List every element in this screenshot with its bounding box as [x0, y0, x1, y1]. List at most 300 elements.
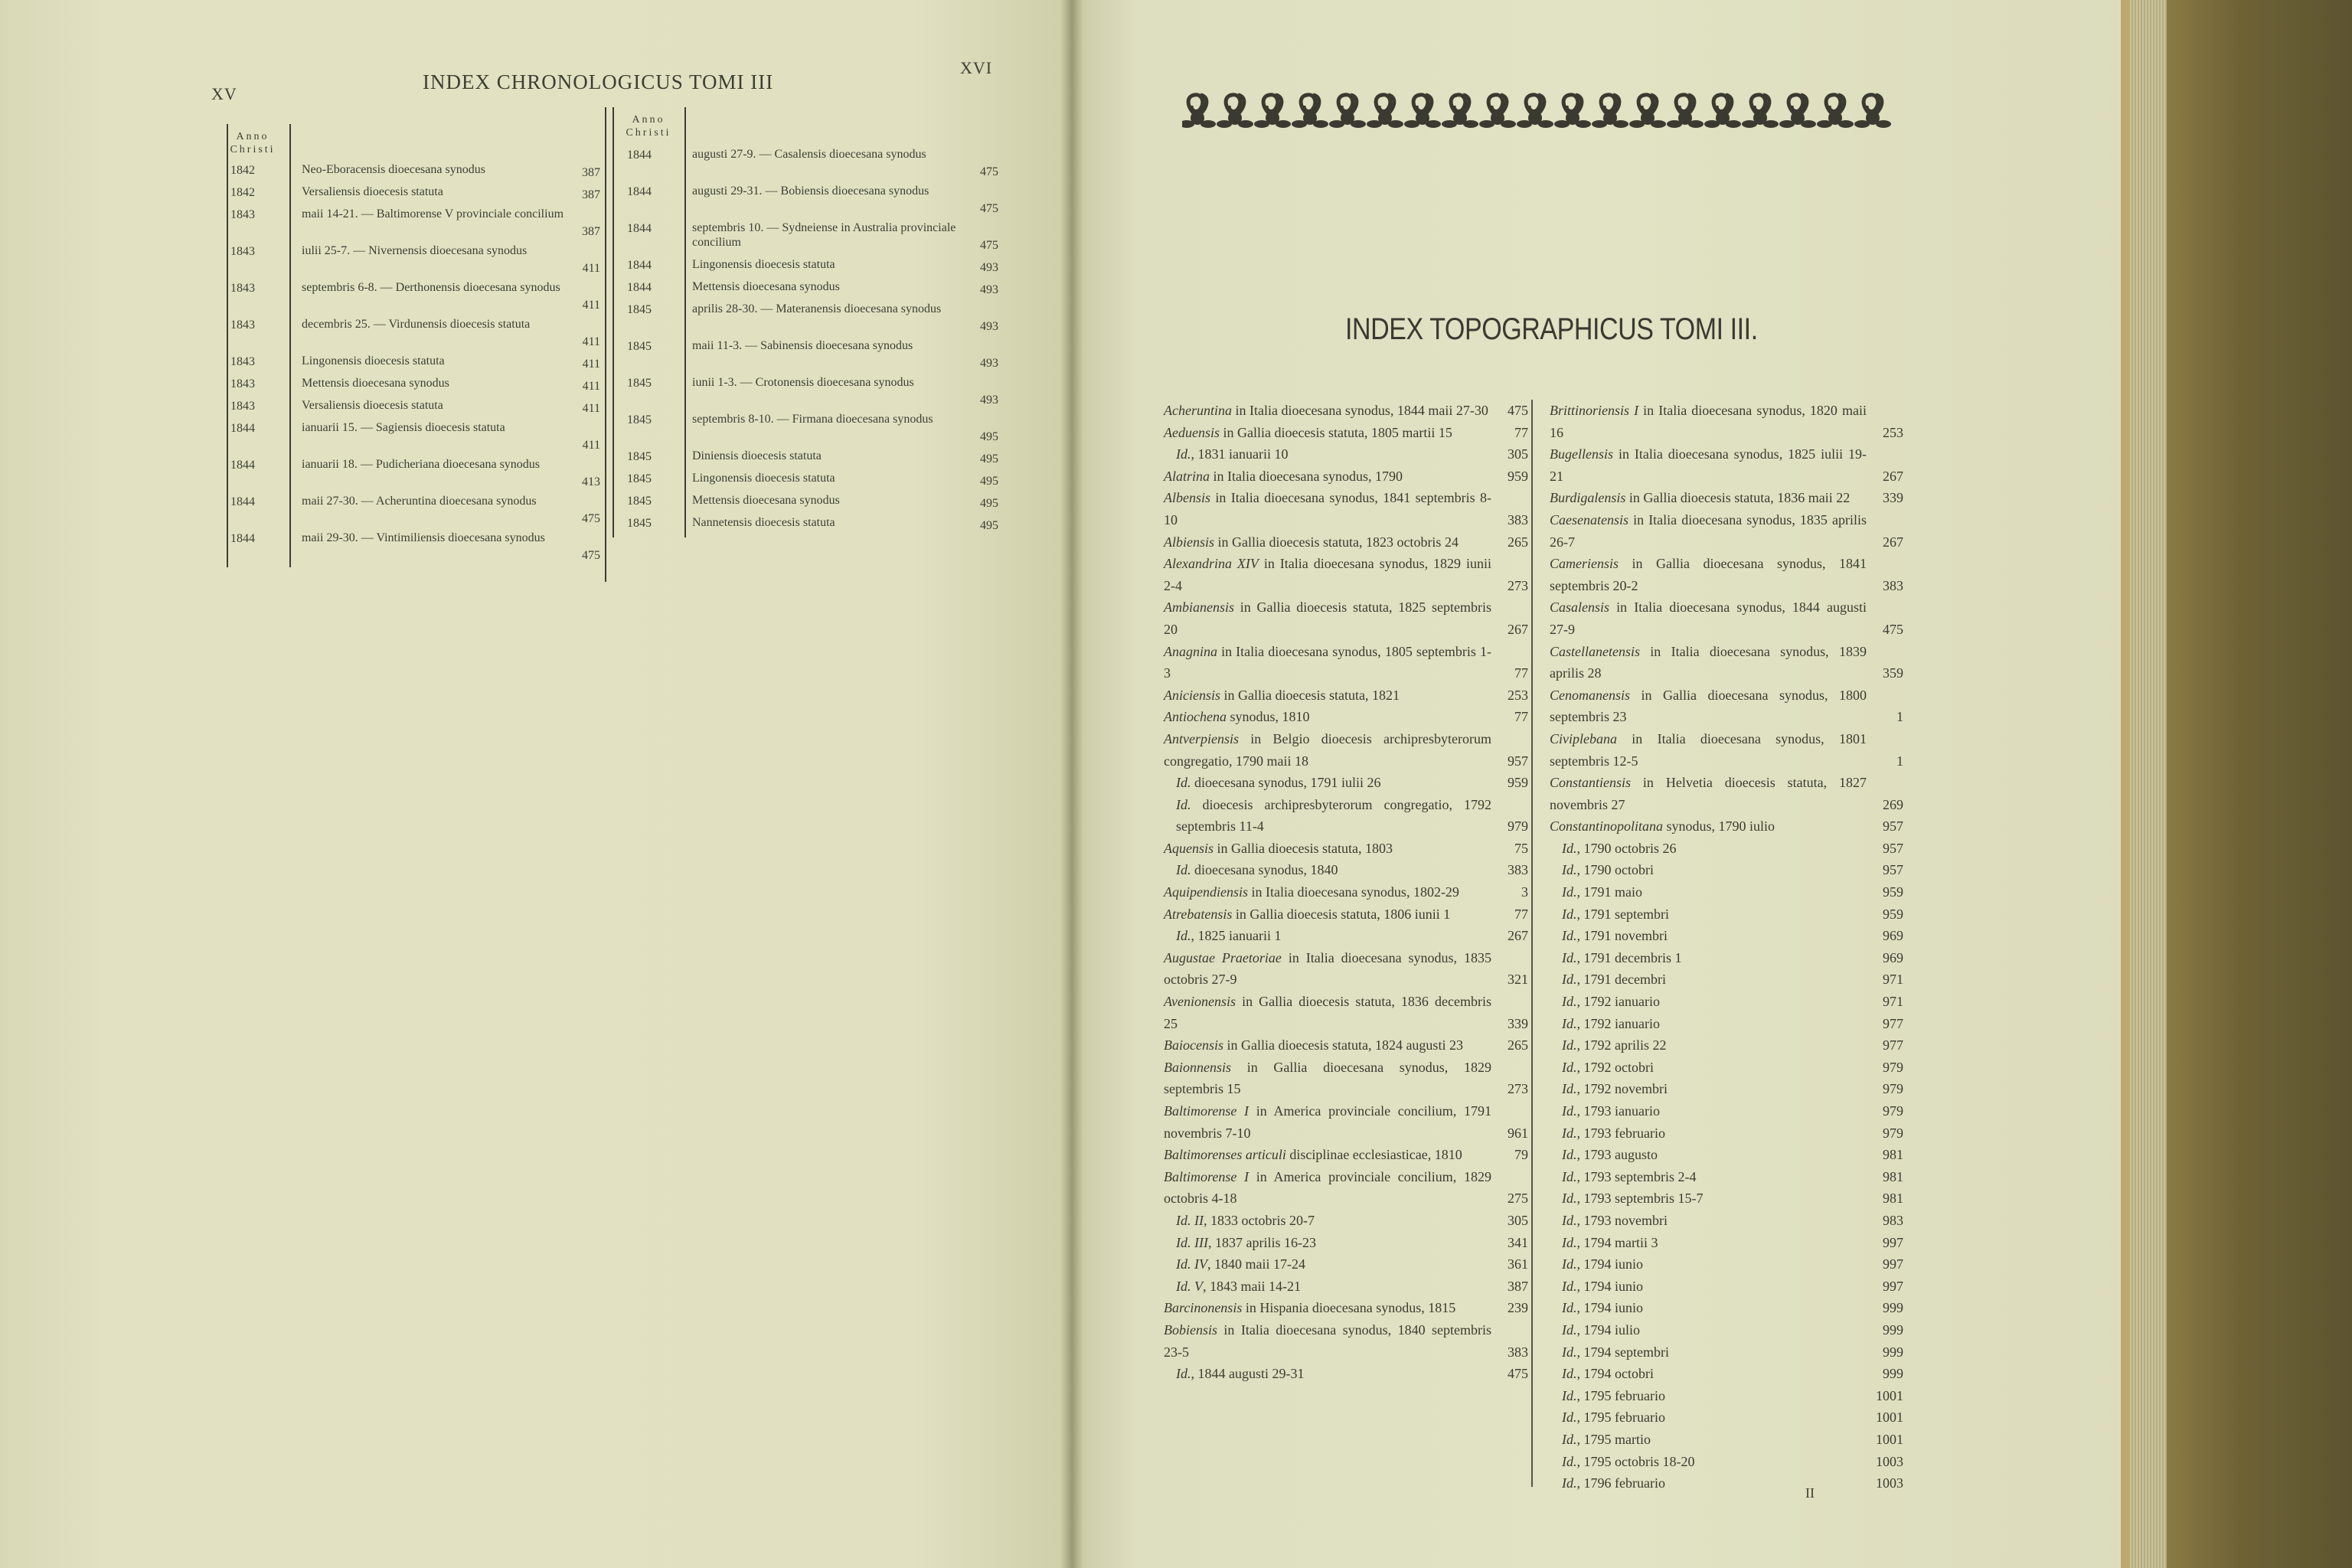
index-entry	[1550, 1166, 1903, 1188]
index-entry-text	[1176, 443, 1528, 466]
index-entry-detail: , 1791 maio	[1576, 884, 1642, 900]
index-entry-detail: , 1796 februario	[1576, 1475, 1665, 1491]
index-entry-name: Atrebatensis	[1164, 906, 1233, 922]
index-entry-page: 959	[1883, 906, 1903, 922]
index-entry	[1550, 1451, 1903, 1473]
entry-text: iunii 1-3. — Crotonensis dioecesana synodus	[692, 376, 914, 389]
signature-mark: II	[1805, 1485, 1815, 1501]
table-year: 1844	[627, 149, 652, 162]
index-entry-name: Baltimorenses articuli	[1164, 1147, 1286, 1163]
index-entry-name: Baionnensis	[1164, 1059, 1231, 1075]
index-entry-page: 999	[1883, 1344, 1903, 1360]
table-entry	[692, 515, 998, 533]
index-entry-page: 979	[1883, 1081, 1903, 1097]
index-entry-text	[1562, 1363, 1903, 1385]
index-entry-name: Albensis	[1164, 490, 1210, 506]
entry-page: 495	[980, 430, 998, 443]
index-entry-page: 267	[1508, 621, 1528, 637]
index-entry-page: 979	[1883, 1103, 1903, 1119]
index-entry-text	[1562, 1297, 1903, 1319]
index-entry-name: Antverpiensis	[1164, 730, 1239, 746]
decorative-ornament-band	[1182, 89, 1902, 135]
index-entry-detail: , 1792 ianuario	[1576, 994, 1660, 1010]
index-entry-name: Id.	[1176, 862, 1191, 878]
table-entry	[302, 280, 600, 312]
index-entry-name: Id.	[1562, 1191, 1577, 1207]
index-entry-text	[1562, 1451, 1903, 1473]
index-entry-page: 75	[1514, 840, 1528, 856]
table-year: 1845	[627, 495, 652, 508]
index-entry	[1164, 1253, 1528, 1276]
index-entry	[1550, 925, 1903, 947]
index-entry	[1550, 1319, 1903, 1341]
index-entry	[1550, 1122, 1903, 1145]
index-entry	[1550, 1078, 1903, 1100]
index-entry-page: 387	[1508, 1278, 1528, 1294]
column-rule	[1531, 400, 1533, 1487]
entry-text: augusti 27-9. — Casalensis dioecesana synodus	[692, 148, 926, 161]
index-entry-page: 305	[1508, 446, 1528, 462]
index-entry-page: 959	[1508, 775, 1528, 791]
ornament-motif-icon	[1182, 95, 1216, 128]
table-entry	[692, 338, 998, 371]
index-entry-page: 383	[1508, 1344, 1528, 1360]
index-entry-text	[1562, 1122, 1903, 1145]
index-entry-detail: , 1792 ianuario	[1576, 1015, 1660, 1031]
index-entry-name: Id. III	[1176, 1234, 1208, 1250]
index-entry-text	[1550, 728, 1903, 772]
index-entry-name: Augustae Praetoriae	[1164, 949, 1282, 965]
table-year: 1845	[627, 377, 652, 390]
index-entry-name: Baltimorense I	[1164, 1168, 1250, 1184]
table-entry	[692, 302, 998, 334]
index-entry-detail: in Italia dioecesana synodus, 1835 aprilis 26-7	[1550, 511, 1867, 550]
index-entry	[1164, 641, 1528, 684]
entry-text: septembris 8-10. — Firmana dioecesana synodus	[692, 413, 933, 426]
table-year: 1844	[627, 281, 652, 294]
index-entry	[1164, 1276, 1528, 1298]
index-entry-name: Ambianensis	[1164, 599, 1234, 616]
index-entry-text	[1550, 553, 1903, 596]
index-entry	[1164, 1057, 1528, 1100]
index-entry	[1164, 794, 1528, 838]
index-entry-detail: , 1794 iunio	[1576, 1256, 1644, 1272]
ornament-motif-icon	[1404, 95, 1441, 128]
entry-text: septembris 6-8. — Derthonensis dioecesana synodus	[302, 281, 560, 294]
entry-page: 475	[980, 239, 998, 252]
index-entry-name: Cenomanensis	[1550, 687, 1630, 703]
entry-text: maii 27-30. — Acheruntina dioecesana synodus	[302, 495, 537, 508]
table-year: 1845	[627, 517, 652, 530]
index-entry-name: Id.	[1562, 1125, 1577, 1141]
index-entry-page: 3	[1521, 884, 1528, 900]
index-entry-page: 977	[1883, 1037, 1903, 1054]
index-entry-name: Anagnina	[1164, 643, 1217, 659]
index-entry-name: Antiochena	[1164, 709, 1227, 725]
index-entry-name: Id.	[1562, 928, 1577, 944]
index-entry-page: 275	[1508, 1191, 1528, 1207]
index-entry-page: 959	[1508, 468, 1528, 484]
entry-page: 495	[980, 519, 998, 532]
index-entry-page: 267	[1883, 534, 1903, 550]
index-entry	[1550, 1013, 1903, 1035]
index-entry-detail: , 1791 novembri	[1576, 928, 1668, 944]
index-entry-detail: in Gallia dioecesis statuta, 1824 augusti 23	[1223, 1037, 1463, 1054]
index-entry-name: Id.	[1562, 1278, 1577, 1294]
index-entry-detail: in Italia dioecesana synodus, 1820 maii 16	[1550, 403, 1867, 440]
index-entry-name: Id.	[1562, 1037, 1577, 1054]
index-entry-detail: , 1794 iunio	[1576, 1278, 1644, 1294]
index-entry-name: Id.	[1562, 862, 1577, 878]
index-entry-text	[1562, 1319, 1903, 1341]
index-entry-name: Alexandrina XIV	[1164, 556, 1259, 572]
index-entry-text	[1562, 859, 1903, 881]
index-entry	[1550, 1385, 1903, 1407]
index-entry	[1164, 1297, 1528, 1319]
table-vertical-rule	[612, 107, 614, 537]
index-entry-name: Id.	[1562, 1168, 1577, 1184]
index-entry	[1164, 400, 1528, 422]
index-entry-page: 273	[1508, 1081, 1528, 1097]
index-entry-detail: , 1795 octobris 18-20	[1576, 1453, 1695, 1469]
index-entry-detail: in Gallia dioecesis statuta, 1823 octobris 24	[1214, 534, 1459, 550]
index-entry-name: Baiocensis	[1164, 1037, 1223, 1054]
index-entry-page: 475	[1883, 621, 1903, 637]
index-entry	[1550, 772, 1903, 815]
index-entry	[1550, 859, 1903, 881]
index-entry-text	[1164, 1297, 1528, 1319]
index-entry-page: 979	[1883, 1059, 1903, 1075]
index-entry-page: 359	[1883, 665, 1903, 681]
col-header-christi: Christi	[230, 144, 276, 155]
index-entry	[1164, 772, 1528, 794]
index-entry-text	[1562, 991, 1903, 1013]
table-entry	[302, 376, 600, 394]
index-entry-text	[1164, 641, 1528, 684]
entry-page: 411	[582, 380, 600, 393]
entry-page: 475	[980, 202, 998, 215]
index-entry-detail: dioecesana synodus, 1791 iulii 26	[1191, 775, 1381, 791]
index-entry-detail: dioecesana synodus, 1840	[1191, 862, 1338, 878]
index-entry-detail: in Italia dioecesana synodus, 1841 septembris 8-10	[1164, 490, 1491, 528]
index-entry-name: Id.	[1562, 1431, 1577, 1447]
index-entry-name: Albiensis	[1164, 534, 1214, 550]
index-entry-detail: in Belgio dioecesis archipresbyterorum congregatio, 1790 maii 18	[1164, 730, 1491, 769]
index-entry-detail: , 1794 iulio	[1576, 1321, 1641, 1338]
index-entry-text	[1164, 596, 1528, 640]
index-entry	[1550, 443, 1903, 487]
table-entry	[302, 243, 600, 276]
index-entry-detail: in Gallia dioecesis statuta, 1825 septembris 20	[1164, 599, 1491, 637]
table-year: 1843	[230, 208, 255, 221]
entry-page: 475	[582, 549, 600, 562]
entry-text: Versaliensis dioecesis statuta	[302, 185, 443, 198]
ornament-motif-icon	[1517, 95, 1553, 128]
index-entry-page: 999	[1883, 1366, 1903, 1382]
index-entry-page: 79	[1514, 1147, 1528, 1163]
entry-page: 493	[980, 283, 998, 296]
ornament-motif-icon	[1479, 95, 1516, 128]
index-entry-text	[1562, 1232, 1903, 1254]
index-entry	[1550, 684, 1903, 728]
ornament-motif-icon	[1629, 95, 1666, 128]
index-entry-name: Id. V	[1176, 1278, 1203, 1294]
index-entry-detail: , 1794 iunio	[1576, 1300, 1644, 1316]
index-entry	[1550, 1341, 1903, 1364]
index-entry-text	[1562, 1034, 1903, 1057]
index-entry	[1164, 728, 1528, 772]
index-entry-page: 1001	[1876, 1387, 1903, 1403]
index-entry-name: Constantiensis	[1550, 775, 1632, 791]
index-entry-text	[1176, 859, 1528, 881]
index-entry-name: Id.	[1562, 1103, 1577, 1119]
index-entry	[1550, 1429, 1903, 1451]
index-entry-page: 983	[1883, 1212, 1903, 1228]
index-entry-detail: in Gallia dioecesis statuta, 1805 martii 15	[1219, 424, 1452, 440]
index-entry-text	[1164, 1144, 1528, 1166]
index-entry	[1550, 903, 1903, 926]
index-entry-name: Id.	[1562, 1366, 1577, 1382]
table-year: 1843	[230, 245, 255, 258]
index-entry-name: Id.	[1176, 796, 1191, 812]
index-entry-text	[1164, 531, 1528, 554]
index-entry-detail: in Italia dioecesana synodus, 1790	[1210, 468, 1403, 484]
index-entry	[1164, 1166, 1528, 1210]
index-entry	[1164, 991, 1528, 1034]
index-entry-page: 981	[1883, 1147, 1903, 1163]
index-entry-detail: in Italia dioecesana synodus, 1844 maii 27-30	[1231, 403, 1488, 418]
index-entry	[1550, 1144, 1903, 1166]
ornament-motif-icon	[1329, 95, 1366, 128]
index-entry-text	[1562, 1187, 1903, 1210]
table-entry	[692, 279, 998, 297]
index-entry-text	[1176, 772, 1528, 794]
table-entry	[302, 317, 600, 349]
index-entry-page: 265	[1508, 534, 1528, 550]
index-entry-name: Aquipendiensis	[1164, 884, 1248, 900]
index-entry-text	[1164, 947, 1528, 991]
index-entry-name: Baltimorense I	[1164, 1103, 1250, 1119]
index-entry-detail: in Italia dioecesana synodus, 1825 iulii 19-21	[1550, 446, 1867, 484]
index-entry-detail: in Italia dioecesana synodus, 1802-29	[1248, 884, 1459, 900]
index-entry-name: Id.	[1562, 884, 1577, 900]
ornament-motif-icon	[1817, 95, 1854, 128]
col-header-christi: Christi	[626, 127, 671, 139]
index-entry-text	[1176, 1276, 1528, 1298]
index-title: INDEX TOPOGRAPHICUS TOMI III.	[1345, 312, 1758, 346]
index-entry-name: Id.	[1562, 1453, 1577, 1469]
entry-page: 493	[980, 394, 998, 407]
index-entry-name: Id.	[1562, 949, 1577, 965]
index-entry-page: 969	[1883, 928, 1903, 944]
index-entry-page: 253	[1883, 424, 1903, 440]
entry-text: decembris 25. — Virdunensis dioecesis statuta	[302, 318, 531, 331]
index-entry-detail: , 1794 martii 3	[1576, 1234, 1658, 1250]
topographic-column-1	[1164, 400, 1528, 1385]
index-entry-page: 961	[1508, 1125, 1528, 1141]
col-header-anno: Anno	[236, 131, 270, 142]
index-entry-detail: in Gallia dioecesis statuta, 1806 iunii 1	[1232, 906, 1451, 922]
entry-text: maii 14-21. — Baltimorense V provinciale concilium	[302, 207, 564, 220]
index-entry-name: Id.	[1176, 775, 1191, 791]
entry-page: 495	[980, 475, 998, 488]
index-entry-text	[1562, 1210, 1903, 1232]
index-entry-detail: in Gallia dioecesis statuta, 1821	[1220, 687, 1400, 703]
index-entry	[1164, 1232, 1528, 1254]
index-entry-name: Brittinoriensis I	[1550, 403, 1639, 418]
entry-text: Lingonensis dioecesis statuta	[692, 472, 835, 485]
index-entry-text	[1164, 466, 1528, 488]
index-entry-name: Civiplebana	[1550, 730, 1617, 746]
table-year: 1845	[627, 472, 652, 485]
index-entry-name: Id.	[1562, 1410, 1577, 1426]
index-entry-name: Castellanetensis	[1550, 643, 1640, 659]
page-number-left: XV	[211, 84, 237, 103]
index-entry	[1550, 881, 1903, 903]
index-entry-page: 1001	[1876, 1410, 1903, 1426]
page-edges	[2130, 0, 2167, 1568]
index-entry-detail: synodus, 1810	[1226, 709, 1310, 725]
index-entry-text	[1562, 1406, 1903, 1429]
index-entry-name: Id.	[1562, 1321, 1577, 1338]
table-year: 1842	[230, 186, 255, 199]
table-year: 1843	[230, 400, 255, 413]
index-entry-name: Id.	[1562, 1475, 1577, 1491]
index-entry-name: Bugellensis	[1550, 446, 1613, 462]
index-entry-detail: , 1840 maii 17-24	[1207, 1256, 1305, 1272]
table-year: 1842	[230, 164, 255, 177]
index-entry-page: 383	[1508, 511, 1528, 528]
index-entry	[1550, 641, 1903, 684]
index-entry	[1164, 706, 1528, 728]
index-entry	[1550, 596, 1903, 640]
index-entry-name: Id.	[1562, 1344, 1577, 1360]
index-entry-page: 999	[1883, 1300, 1903, 1316]
entry-text: septembris 10. — Sydneiense in Australia provinciale concilium	[692, 221, 956, 249]
index-entry-name: Id.	[1562, 1081, 1577, 1097]
index-entry-page: 1001	[1876, 1431, 1903, 1447]
index-entry	[1164, 1034, 1528, 1057]
index-entry-name: Id. II	[1176, 1212, 1204, 1228]
index-entry-text	[1164, 991, 1528, 1034]
index-entry-text	[1562, 1429, 1903, 1451]
index-entry-detail: in Gallia dioecesis statuta, 1836 maii 22	[1625, 490, 1851, 506]
index-entry	[1550, 815, 1903, 838]
index-entry-page: 305	[1508, 1212, 1528, 1228]
index-entry-detail: , 1793 ianuario	[1576, 1103, 1660, 1119]
entry-page: 475	[582, 512, 600, 525]
entry-text: iulii 25-7. — Nivernensis dioecesana synodus	[302, 244, 528, 257]
index-entry	[1164, 466, 1528, 488]
running-head: INDEX CHRONOLOGICUS TOMI III	[423, 70, 774, 93]
table-entry	[692, 493, 998, 511]
table-year: 1845	[627, 413, 652, 426]
index-entry-page: 383	[1883, 577, 1903, 593]
entry-text: ianuarii 18. — Pudicheriana dioecesana synodus	[302, 458, 541, 471]
ornament-motif-icon	[1779, 95, 1816, 128]
index-entry	[1164, 1100, 1528, 1144]
index-entry-text	[1562, 1144, 1903, 1166]
index-entry-detail: , 1792 aprilis 22	[1576, 1037, 1667, 1054]
index-entry-text	[1562, 881, 1903, 903]
index-entry	[1550, 400, 1903, 443]
index-entry-detail: disciplinae ecclesiasticae, 1810	[1285, 1147, 1462, 1163]
index-entry-detail: , 1843 maii 14-21	[1203, 1278, 1301, 1294]
index-entry-name: Id.	[1562, 840, 1577, 856]
index-entry-page: 957	[1883, 862, 1903, 878]
index-entry-page: 253	[1508, 687, 1528, 703]
index-entry	[1550, 1297, 1903, 1319]
index-entry-detail: , 1791 decembris 1	[1576, 949, 1682, 965]
entry-page: 475	[980, 165, 998, 178]
index-entry-text	[1164, 422, 1528, 444]
table-year: 1844	[627, 222, 652, 235]
index-entry	[1550, 991, 1903, 1013]
table-entry	[302, 531, 600, 563]
index-entry-text	[1562, 1013, 1903, 1035]
table-vertical-rule	[684, 107, 686, 537]
index-entry-page: 979	[1883, 1125, 1903, 1141]
index-entry-detail: in Gallia dioecesis statuta, 1836 decembris 25	[1164, 994, 1491, 1031]
index-entry-detail: , 1794 octobri	[1576, 1366, 1654, 1382]
table-vertical-rule	[289, 124, 291, 567]
index-entry-name: Id.	[1562, 1059, 1577, 1075]
index-entry-text	[1164, 838, 1528, 860]
entry-text: Versaliensis dioecesis statuta	[302, 399, 443, 412]
index-entry-text	[1176, 925, 1528, 947]
index-entry	[1164, 422, 1528, 444]
index-entry	[1164, 947, 1528, 991]
index-entry-detail: , 1837 aprilis 16-23	[1207, 1234, 1316, 1250]
index-entry-page: 1	[1896, 709, 1903, 725]
ornament-motif-icon	[1592, 95, 1628, 128]
index-entry-page: 957	[1883, 818, 1903, 835]
index-entry-name: Id.	[1562, 1212, 1577, 1228]
index-entry-detail: , 1831 ianuarii 10	[1191, 446, 1289, 462]
table-entry	[692, 471, 998, 488]
table-entry	[692, 184, 998, 216]
ornament-motif-icon	[1367, 95, 1403, 128]
book-gutter	[1060, 0, 1083, 1568]
index-entry-page: 269	[1883, 796, 1903, 812]
entry-page: 413	[582, 475, 600, 488]
table-entry	[302, 162, 600, 180]
index-entry-text	[1562, 1385, 1903, 1407]
index-entry-detail: in Italia dioecesana synodus, 1805 septembris 1-3	[1164, 643, 1491, 681]
index-entry-name: Id.	[1176, 446, 1191, 462]
entry-page: 387	[582, 188, 600, 201]
index-entry-detail: , 1793 augusto	[1576, 1147, 1658, 1163]
entry-page: 493	[980, 357, 998, 370]
index-entry	[1164, 487, 1528, 531]
index-entry-detail: , 1844 augusti 29-31	[1191, 1366, 1305, 1382]
index-entry-page: 321	[1508, 972, 1528, 988]
index-entry	[1550, 1276, 1903, 1298]
ornament-motif-icon	[1667, 95, 1704, 128]
entry-page: 493	[980, 261, 998, 274]
index-entry-text	[1562, 1166, 1903, 1188]
index-entry-page: 265	[1508, 1037, 1528, 1054]
ornament-motif-icon	[1292, 95, 1328, 128]
entry-text: Mettensis dioecesana synodus	[692, 280, 840, 293]
entry-page: 495	[980, 497, 998, 510]
index-entry-text	[1164, 487, 1528, 531]
index-entry-detail: in America provinciale concilium, 1791 novembris 7-10	[1164, 1103, 1492, 1141]
entry-text: Diniensis dioecesis statuta	[692, 449, 822, 462]
index-entry-text	[1164, 1319, 1528, 1363]
index-entry-text	[1550, 772, 1903, 815]
table-year: 1844	[230, 532, 255, 545]
